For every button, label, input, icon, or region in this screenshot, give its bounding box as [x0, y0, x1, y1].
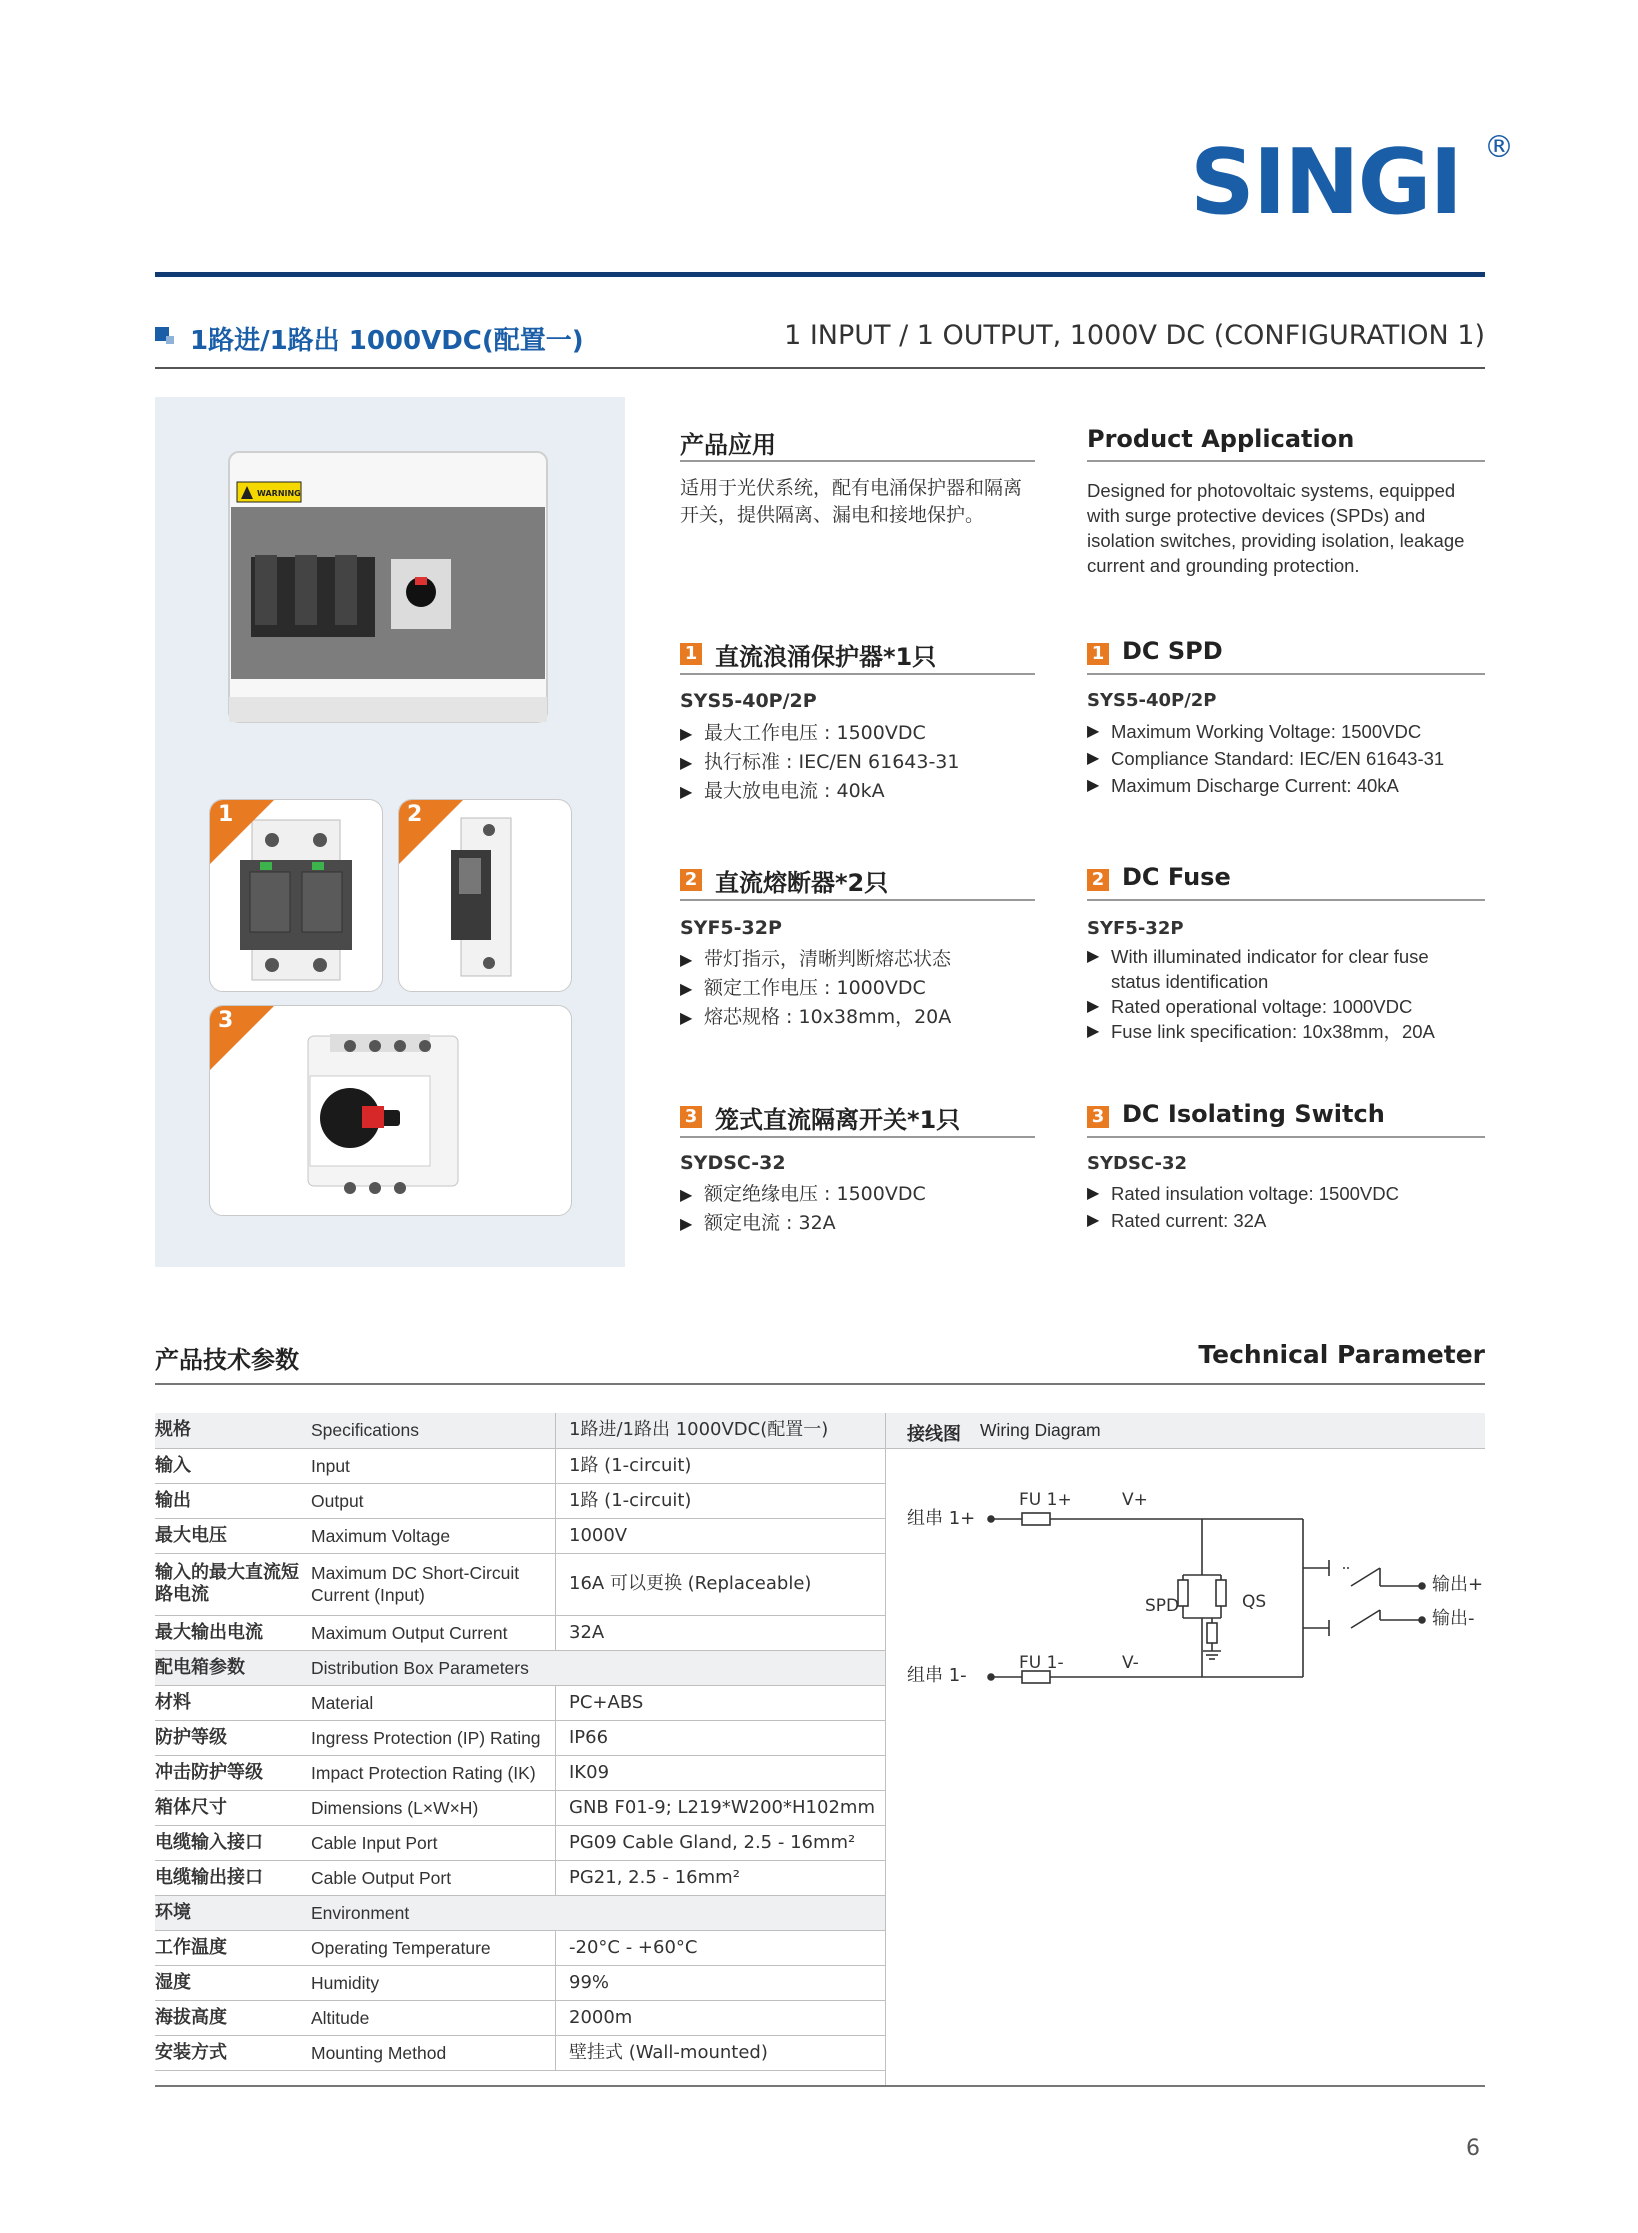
section-number-badge: 3	[1087, 1106, 1109, 1128]
row-value: 2000m	[556, 2000, 886, 2035]
spec-item: ▶ Rated insulation voltage: 1500VDC	[1087, 1180, 1467, 1207]
row-value: PG09 Cable Gland, 2.5 - 16mm²	[556, 1825, 886, 1860]
voltage-negative-label: V-	[1122, 1653, 1139, 1673]
row-label-en: Operating Temperature	[311, 1930, 556, 1965]
title-rule	[155, 367, 1485, 369]
application-line: isolation switches, providing isolation, leakage	[1087, 530, 1465, 551]
table-row	[155, 1930, 885, 1965]
row-label-cn: 冲击防护等级	[155, 1755, 311, 1790]
page-number: 6	[1466, 2136, 1480, 2161]
table-group-row	[155, 1895, 885, 1930]
spec-item: ▶ Rated current: 32A	[1087, 1207, 1467, 1234]
section-model-cn: SYS5-40P/2P	[680, 690, 817, 712]
application-heading-cn: 产品应用	[680, 431, 776, 459]
table-row	[155, 1790, 885, 1825]
spec-item: ▶ 额定绝缘电压 : 1500VDC	[680, 1180, 1060, 1209]
row-label-cn: 湿度	[155, 1965, 311, 2000]
spec-item: ▶ With illuminated indicator for clear fuse status identification	[1087, 944, 1467, 994]
string-negative-label: 组串 1-	[907, 1665, 967, 1686]
wiring-heading-en: Wiring Diagram	[980, 1420, 1101, 1440]
row-label-cn: 材料	[155, 1685, 311, 1720]
registered-mark: ®	[1484, 130, 1514, 165]
product-image-panel	[155, 397, 625, 1267]
row-label-en: Output	[311, 1483, 556, 1518]
wiring-diagram	[885, 1448, 1485, 1738]
warning-label: WARNING	[257, 489, 301, 498]
row-label-cn: 最大输出电流	[155, 1615, 311, 1650]
spec-item: ▶ Compliance Standard: IEC/EN 61643-31	[1087, 745, 1487, 772]
spec-item: ▶ 熔芯规格 : 10x38mm，20A	[680, 1003, 1060, 1032]
row-label-en: Maximum Output Current	[311, 1615, 556, 1650]
row-label-en: Material	[311, 1685, 556, 1720]
header-rule	[155, 272, 1485, 277]
spec-item: ▶ 执行标准 : IEC/EN 61643-31	[680, 748, 1060, 777]
section-number-badge: 3	[680, 1106, 702, 1128]
section-spec-list-en	[1087, 1180, 1467, 1234]
row-value: 16A 可以更换 (Replaceable)	[556, 1553, 886, 1615]
table-bottom-rule	[155, 2085, 1485, 2087]
table-row	[155, 1860, 885, 1895]
table-row	[155, 2000, 885, 2035]
string-positive-label: 组串 1+	[907, 1508, 976, 1529]
row-value: 1000V	[556, 1518, 886, 1553]
row-value: -20°C - +60°C	[556, 1930, 886, 1965]
application-rule-en	[1087, 460, 1485, 462]
application-line: 开关，提供隔离、漏电和接地保护。	[680, 504, 985, 526]
group-value	[556, 1895, 886, 1930]
card-badge-number: 2	[407, 802, 423, 827]
row-label-en: Cable Input Port	[311, 1825, 556, 1860]
row-value: IP66	[556, 1720, 886, 1755]
application-line: current and grounding protection.	[1087, 555, 1360, 576]
product-card-fuse	[398, 799, 572, 992]
section-heading-en: DC SPD	[1122, 637, 1223, 665]
row-label-cn: 输出	[155, 1483, 311, 1518]
qs-label: QS	[1242, 1592, 1267, 1612]
brand-logo: SINGI	[1190, 130, 1461, 235]
spec-table	[155, 1413, 885, 2071]
table-row	[155, 1518, 885, 1553]
row-label-en: Mounting Method	[311, 2035, 556, 2070]
table-row	[155, 1720, 885, 1755]
section-rule	[680, 1136, 1035, 1138]
section-model-en: SYDSC-32	[1087, 1153, 1188, 1174]
application-line: Designed for photovoltaic systems, equipped	[1087, 480, 1456, 501]
group-label-en: Distribution Box Parameters	[311, 1650, 556, 1685]
row-label-en: Input	[311, 1448, 556, 1483]
row-value: 32A	[556, 1615, 886, 1650]
application-heading-en: Product Application	[1087, 425, 1355, 453]
row-label-cn: 海拔高度	[155, 2000, 311, 2035]
spec-item: ▶ 额定工作电压 : 1000VDC	[680, 974, 1060, 1003]
header-cn: 规格	[155, 1413, 311, 1448]
section-spec-list-cn	[680, 719, 1060, 806]
table-row	[155, 1965, 885, 2000]
section-spec-list-cn	[680, 1180, 1060, 1238]
group-value	[556, 1650, 886, 1685]
section-spec-list-en	[1087, 944, 1467, 1044]
row-label-cn: 箱体尺寸	[155, 1790, 311, 1825]
tech-heading-en: Technical Parameter	[1198, 1340, 1485, 1369]
group-label-cn: 配电箱参数	[155, 1650, 311, 1685]
section-model-cn: SYDSC-32	[680, 1152, 786, 1174]
row-value: 99%	[556, 1965, 886, 2000]
spec-item: ▶ 额定电流 : 32A	[680, 1209, 1060, 1238]
row-label-en: Impact Protection Rating (IK)	[311, 1755, 556, 1790]
section-spec-list-en	[1087, 718, 1487, 799]
row-label-cn: 电缆输出接口	[155, 1860, 311, 1895]
table-row	[155, 1448, 885, 1483]
wiring-diagram-header	[885, 1413, 1485, 1449]
row-value: PC+ABS	[556, 1685, 886, 1720]
section-number-badge: 1	[1087, 643, 1109, 665]
section-model-cn: SYF5-32P	[680, 917, 782, 939]
section-number-badge: 1	[680, 643, 702, 665]
application-rule-cn	[680, 460, 1035, 462]
row-value: PG21, 2.5 - 16mm²	[556, 1860, 886, 1895]
header-en: Specifications	[311, 1413, 556, 1448]
row-label-en: Maximum Voltage	[311, 1518, 556, 1553]
spec-item: ▶ 带灯指示，清晰判断熔芯状态	[680, 945, 1060, 974]
row-label-cn: 输入	[155, 1448, 311, 1483]
table-row	[155, 1615, 885, 1650]
table-row	[155, 1553, 885, 1615]
row-label-cn: 输入的最大直流短路电流	[155, 1553, 311, 1615]
section-model-en: SYF5-32P	[1087, 918, 1184, 939]
card-badge-number: 1	[218, 802, 234, 827]
tech-rule	[155, 1383, 1485, 1385]
output-negative-label: 输出-	[1432, 1608, 1475, 1629]
card-badge-number: 3	[218, 1008, 234, 1033]
spec-item: ▶ 最大放电电流 : 40kA	[680, 777, 1060, 806]
spec-item: ▶ Maximum Discharge Current: 40kA	[1087, 772, 1487, 799]
row-label-en: Dimensions (L×W×H)	[311, 1790, 556, 1825]
product-card-switch	[209, 1005, 572, 1216]
row-label-cn: 安装方式	[155, 2035, 311, 2070]
row-label-en: Maximum DC Short-Circuit Current (Input)	[311, 1553, 556, 1615]
page-title-en: 1 INPUT / 1 OUTPUT, 1000V DC (CONFIGURATION 1)	[784, 320, 1485, 351]
section-rule	[1087, 673, 1485, 675]
section-heading-cn: 直流熔断器*2只	[715, 869, 889, 897]
table-row	[155, 1685, 885, 1720]
section-heading-en: DC Isolating Switch	[1122, 1100, 1385, 1128]
row-value: IK09	[556, 1755, 886, 1790]
spec-item: ▶ Rated operational voltage: 1000VDC	[1087, 994, 1467, 1019]
row-label-cn: 电缆输入接口	[155, 1825, 311, 1860]
section-rule	[680, 899, 1035, 901]
spec-item: ▶ Maximum Working Voltage: 1500VDC	[1087, 718, 1487, 745]
spec-item: ▶ Fuse link specification: 10x38mm，20A	[1087, 1019, 1467, 1044]
section-heading-cn: 笼式直流隔离开关*1只	[715, 1106, 961, 1134]
application-text-cn	[680, 475, 1050, 529]
voltage-positive-label: V+	[1122, 1490, 1148, 1510]
table-row	[155, 1825, 885, 1860]
row-value: GNB F01-9; L219*W200*H102mm	[556, 1790, 886, 1825]
spd-label: SPD	[1145, 1596, 1180, 1616]
section-rule	[680, 673, 1035, 675]
section-heading-cn: 直流浪涌保护器*1只	[715, 643, 937, 671]
section-number-badge: 2	[1087, 869, 1109, 891]
output-positive-label: 输出+	[1432, 1574, 1484, 1595]
fuse-negative-label: FU 1-	[1019, 1653, 1064, 1673]
section-number-badge: 2	[680, 869, 702, 891]
row-label-en: Ingress Protection (IP) Rating	[311, 1720, 556, 1755]
group-label-cn: 环境	[155, 1895, 311, 1930]
row-value: 壁挂式 (Wall-mounted)	[556, 2035, 886, 2070]
row-label-cn: 防护等级	[155, 1720, 311, 1755]
wiring-heading-cn: 接线图	[907, 1424, 961, 1445]
tech-heading-cn: 产品技术参数	[155, 1346, 299, 1374]
application-line: with surge protective devices (SPDs) and	[1087, 505, 1426, 526]
row-label-en: Humidity	[311, 1965, 556, 2000]
group-label-en: Environment	[311, 1895, 556, 1930]
row-label-cn: 工作温度	[155, 1930, 311, 1965]
fuse-positive-label: FU 1+	[1019, 1490, 1072, 1510]
table-row	[155, 1755, 885, 1790]
application-line: 适用于光伏系统，配有电涌保护器和隔离	[680, 477, 1023, 499]
table-group-row	[155, 1650, 885, 1685]
row-label-en: Altitude	[311, 2000, 556, 2035]
title-square-accent-icon	[166, 336, 174, 344]
row-label-en: Cable Output Port	[311, 1860, 556, 1895]
section-spec-list-cn	[680, 945, 1060, 1032]
section-heading-en: DC Fuse	[1122, 863, 1231, 891]
header-value: 1路进/1路出 1000VDC(配置一)	[556, 1413, 886, 1448]
row-value: 1路 (1-circuit)	[556, 1448, 886, 1483]
spec-table-header	[155, 1413, 885, 1448]
section-rule	[1087, 899, 1485, 901]
spec-item: ▶ 最大工作电压 : 1500VDC	[680, 719, 1060, 748]
row-label-cn: 最大电压	[155, 1518, 311, 1553]
table-row	[155, 2035, 885, 2070]
product-card-spd	[209, 799, 383, 992]
section-rule	[1087, 1136, 1485, 1138]
application-text-en	[1087, 478, 1487, 578]
page-title-cn: 1路进/1路出 1000VDC(配置一)	[190, 326, 584, 356]
enclosure-image	[229, 452, 547, 722]
section-model-en: SYS5-40P/2P	[1087, 690, 1217, 711]
row-value: 1路 (1-circuit)	[556, 1483, 886, 1518]
table-row	[155, 1483, 885, 1518]
